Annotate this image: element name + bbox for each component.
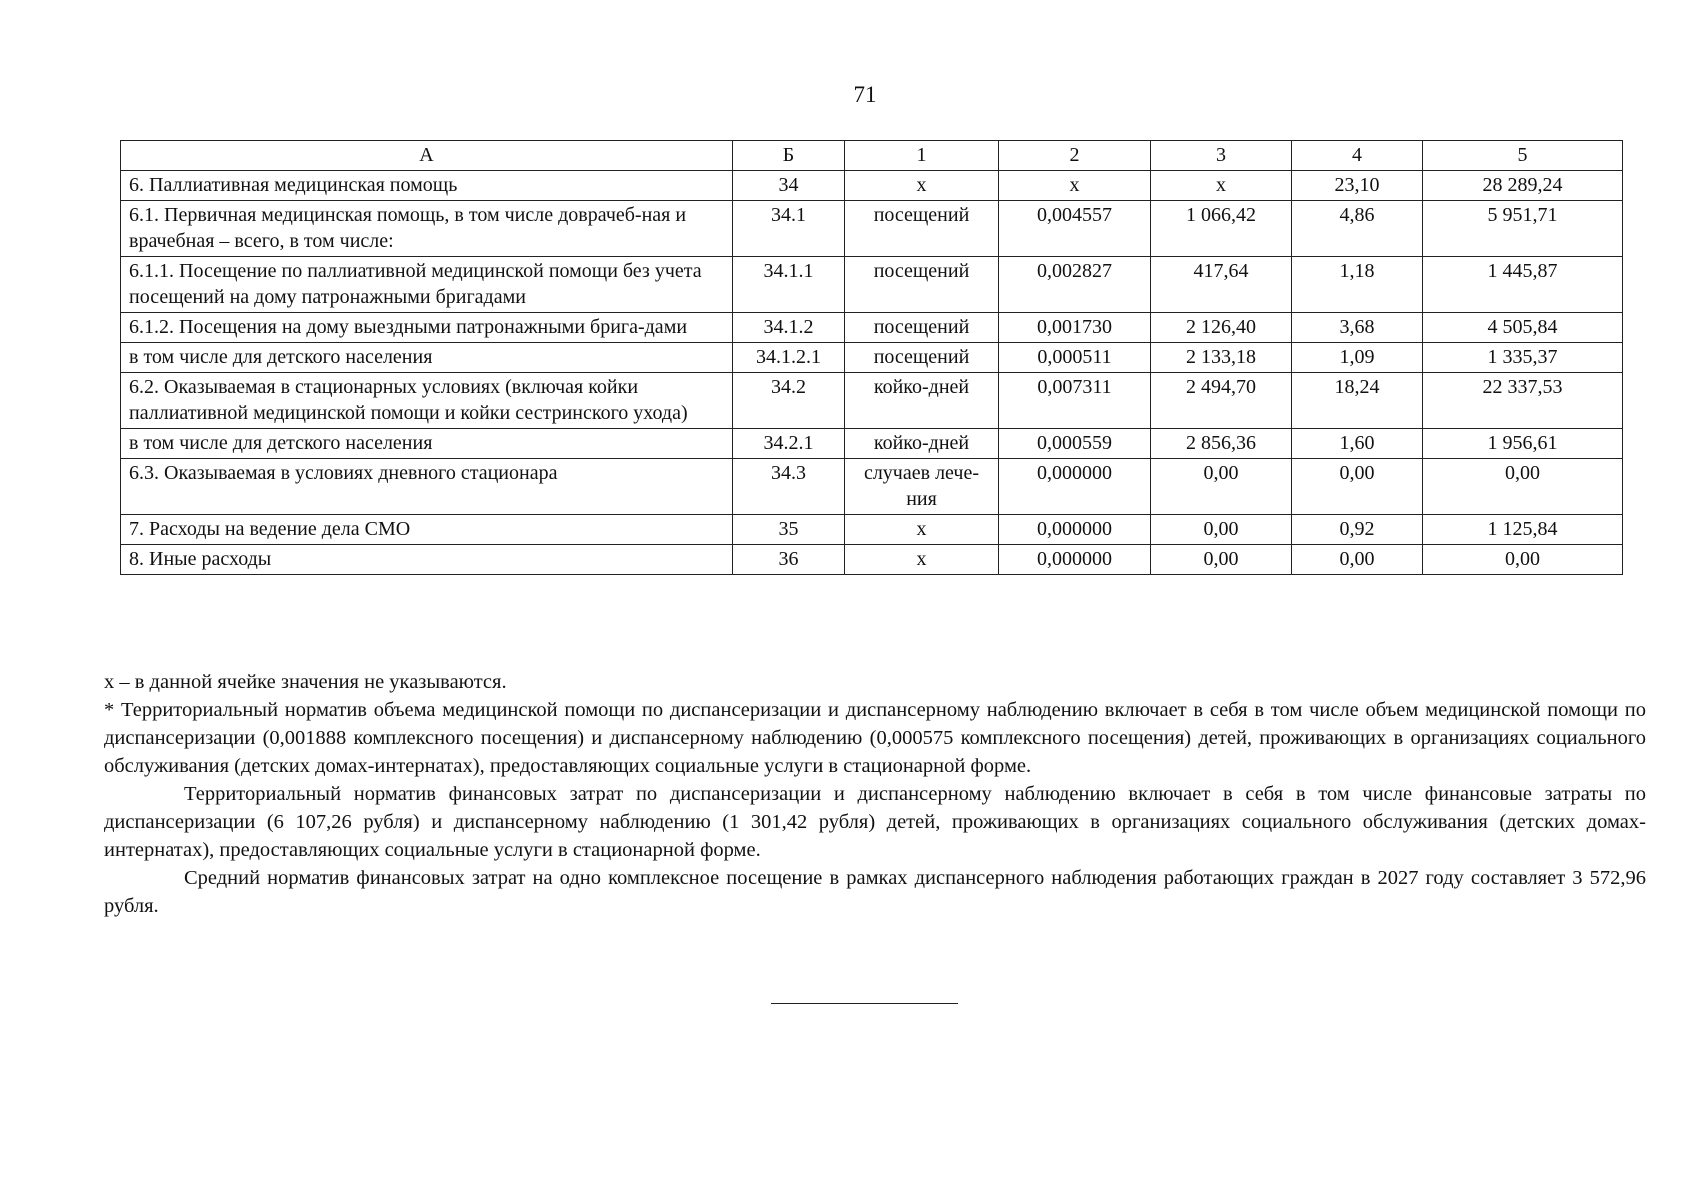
row-volume-cell: 0,007311: [999, 373, 1151, 429]
row-rate-cell: 0,00: [1292, 545, 1423, 575]
row-unit-cell: посещений: [845, 313, 999, 343]
row-unit-cell: койко-дней: [845, 429, 999, 459]
row-name-cell: 7. Расходы на ведение дела СМО: [121, 515, 733, 545]
row-total-cell: 4 505,84: [1423, 313, 1623, 343]
table-row: [121, 171, 1623, 201]
row-cost-cell: 0,00: [1151, 545, 1292, 575]
row-code-cell: 36: [733, 545, 845, 575]
row-rate-cell: 23,10: [1292, 171, 1423, 201]
row-unit-cell: койко-дней: [845, 373, 999, 429]
row-volume-cell: 0,000511: [999, 343, 1151, 373]
row-rate-cell: 18,24: [1292, 373, 1423, 429]
table-row: [121, 313, 1623, 343]
row-name-cell: 6.3. Оказываемая в условиях дневного стационара: [121, 459, 733, 515]
row-cost-cell: х: [1151, 171, 1292, 201]
row-unit-cell: х: [845, 515, 999, 545]
table-row: [121, 459, 1623, 515]
row-name-cell: 6.1.2. Посещения на дому выездными патронажными брига-дами: [121, 313, 733, 343]
header-cell-b: Б: [733, 141, 845, 171]
header-cell-5: 5: [1423, 141, 1623, 171]
header-cell-1: 1: [845, 141, 999, 171]
row-unit-cell: х: [845, 545, 999, 575]
row-rate-cell: 0,92: [1292, 515, 1423, 545]
row-cost-cell: 2 133,18: [1151, 343, 1292, 373]
average-cost-note: Средний норматив финансовых затрат на одно комплексное посещение в рамках диспансерного наблюдения работающих граждан в 2027 году составляет 3 572,96 рубля.: [104, 867, 1646, 917]
row-total-cell: 1 125,84: [1423, 515, 1623, 545]
table-row: [121, 545, 1623, 575]
row-unit-cell: случаев лече-ния: [845, 459, 999, 515]
row-cost-cell: 0,00: [1151, 459, 1292, 515]
row-code-cell: 34.2.1: [733, 429, 845, 459]
row-total-cell: 0,00: [1423, 459, 1623, 515]
row-name-cell: 6.1.1. Посещение по паллиативной медицинской помощи без учета посещений на дому патронажными бригадами: [121, 257, 733, 313]
row-name-cell: в том числе для детского населения: [121, 429, 733, 459]
row-code-cell: 35: [733, 515, 845, 545]
row-name-cell: 8. Иные расходы: [121, 545, 733, 575]
row-volume-cell: 0,000000: [999, 459, 1151, 515]
row-code-cell: 34.2: [733, 373, 845, 429]
row-code-cell: 34.1.2.1: [733, 343, 845, 373]
row-cost-cell: 417,64: [1151, 257, 1292, 313]
row-code-cell: 34.3: [733, 459, 845, 515]
row-cost-cell: 2 126,40: [1151, 313, 1292, 343]
row-unit-cell: посещений: [845, 201, 999, 257]
end-divider: [771, 1003, 958, 1004]
row-total-cell: 28 289,24: [1423, 171, 1623, 201]
header-cell-4: 4: [1292, 141, 1423, 171]
table-row: [121, 515, 1623, 545]
row-total-cell: 5 951,71: [1423, 201, 1623, 257]
row-total-cell: 1 956,61: [1423, 429, 1623, 459]
row-volume-cell: 0,001730: [999, 313, 1151, 343]
financial-note: Территориальный норматив финансовых затрат по диспансеризации и диспансерному наблюдению включает в себя в том числе финансовые затраты по диспансеризации (6 107,26 рубля) и диспансерному наблюдению (1 301,42 рубля) детей, проживающих в организациях социального обслуживания (детских домах-интернатах), предоставляющих социальные услуги в стационарной форме.: [104, 783, 1646, 861]
row-rate-cell: 1,18: [1292, 257, 1423, 313]
row-code-cell: 34.1: [733, 201, 845, 257]
row-total-cell: 1 335,37: [1423, 343, 1623, 373]
header-cell-2: 2: [999, 141, 1151, 171]
row-cost-cell: 0,00: [1151, 515, 1292, 545]
x-note: х – в данной ячейке значения не указываются.: [104, 671, 507, 693]
row-unit-cell: посещений: [845, 257, 999, 313]
row-volume-cell: 0,000000: [999, 515, 1151, 545]
row-rate-cell: 3,68: [1292, 313, 1423, 343]
row-cost-cell: 2 494,70: [1151, 373, 1292, 429]
row-volume-cell: 0,000559: [999, 429, 1151, 459]
row-code-cell: 34: [733, 171, 845, 201]
table-row: [121, 429, 1623, 459]
row-unit-cell: посещений: [845, 343, 999, 373]
row-name-cell: 6.1. Первичная медицинская помощь, в том числе доврачеб-ная и врачебная – всего, в том числе:: [121, 201, 733, 257]
row-total-cell: 1 445,87: [1423, 257, 1623, 313]
row-code-cell: 34.1.1: [733, 257, 845, 313]
row-rate-cell: 4,86: [1292, 201, 1423, 257]
page-number: 71: [853, 82, 877, 107]
table-row: [121, 257, 1623, 313]
footnotes: [104, 668, 1646, 920]
row-cost-cell: 1 066,42: [1151, 201, 1292, 257]
table-row: [121, 373, 1623, 429]
row-code-cell: 34.1.2: [733, 313, 845, 343]
row-rate-cell: 1,09: [1292, 343, 1423, 373]
row-volume-cell: 0,000000: [999, 545, 1151, 575]
row-total-cell: 0,00: [1423, 545, 1623, 575]
row-cost-cell: 2 856,36: [1151, 429, 1292, 459]
asterisk-note: * Территориальный норматив объема медицинской помощи по диспансеризации и диспансерному наблюдению включает в себя в том числе объем медицинской помощи по диспансеризации (0,001888 комплексного посещения) и диспансерному наблюдению (0,000575 комплексного посещения) детей, проживающих в организациях социального обслуживания (детских домах-интернатах), предоставляющих социальные услуги в стационарной форме.: [104, 699, 1646, 777]
norms-table: [120, 140, 1623, 575]
row-volume-cell: 0,004557: [999, 201, 1151, 257]
table-row: [121, 201, 1623, 257]
row-volume-cell: 0,002827: [999, 257, 1151, 313]
row-name-cell: 6.2. Оказываемая в стационарных условиях (включая койки паллиативной медицинской помощи и койки сестринского ухода): [121, 373, 733, 429]
row-total-cell: 22 337,53: [1423, 373, 1623, 429]
table-header-row: [121, 141, 1623, 171]
header-cell-a: А: [121, 141, 733, 171]
row-rate-cell: 1,60: [1292, 429, 1423, 459]
header-cell-3: 3: [1151, 141, 1292, 171]
row-volume-cell: х: [999, 171, 1151, 201]
row-rate-cell: 0,00: [1292, 459, 1423, 515]
table-row: [121, 343, 1623, 373]
row-name-cell: в том числе для детского населения: [121, 343, 733, 373]
row-unit-cell: х: [845, 171, 999, 201]
row-name-cell: 6. Паллиативная медицинская помощь: [121, 171, 733, 201]
